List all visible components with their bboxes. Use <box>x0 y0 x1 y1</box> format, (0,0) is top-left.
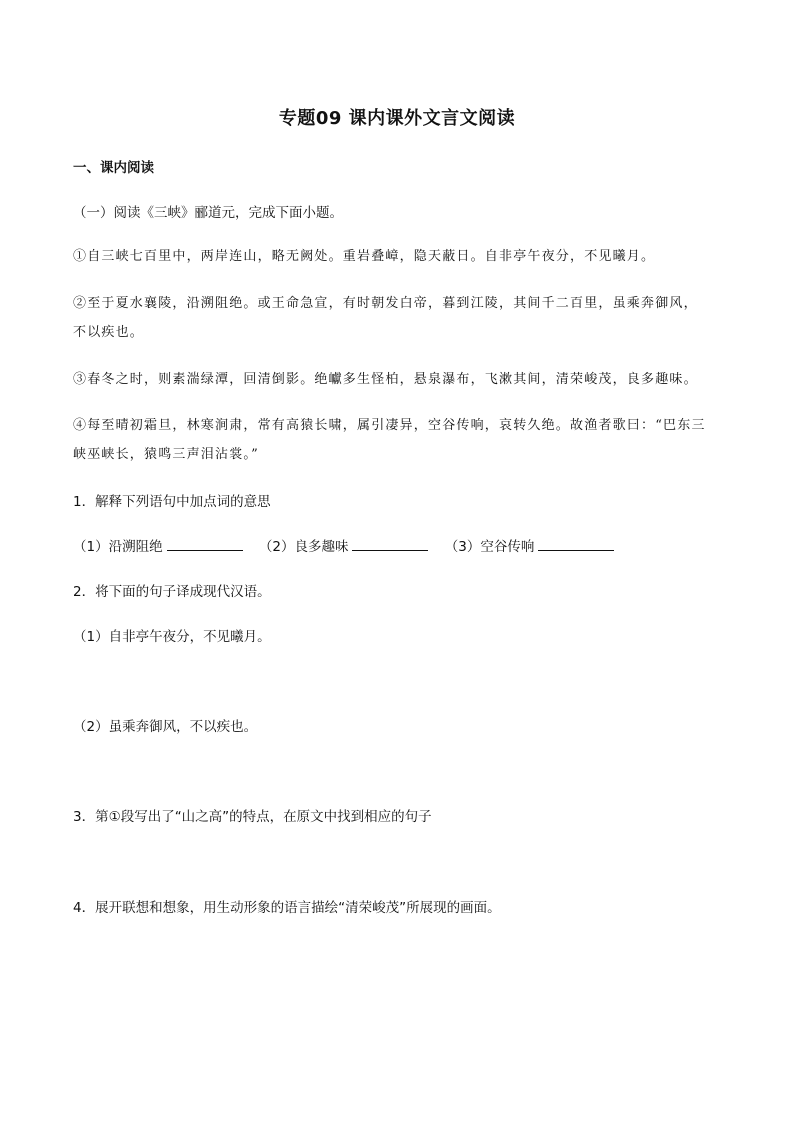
answer-blank-3[interactable] <box>538 536 614 551</box>
question-1-items <box>73 536 733 558</box>
passage-paragraph-2-line-1: ②至于夏水襄陵，沿溯阻绝。或王命急宣，有时朝发白帝，暮到江陵，其间千二百里，虽乘奔御风， <box>73 296 698 311</box>
reading-intro: （一）阅读《三峡》郦道元，完成下面小题。 <box>73 205 343 221</box>
question-3-prompt: 3．第①段写出了“山之高”的特点，在原文中找到相应的句子 <box>73 809 432 825</box>
question-2-item-1: （1）自非亭午夜分，不见曦月。 <box>73 629 271 645</box>
question-1-item-3: （3）空谷传响 <box>444 539 535 555</box>
passage-paragraph-3: ③春冬之时，则素湍绿潭，回清倒影。绝巘多生怪柏，悬泉瀑布，飞漱其间，清荣峻茂，良多趣味。 <box>73 372 698 387</box>
question-1-item-2: （2）良多趣味 <box>258 539 349 555</box>
question-2-item-2: （2）虽乘奔御风，不以疾也。 <box>73 719 258 735</box>
answer-blank-2[interactable] <box>352 536 428 551</box>
question-1-item-1: （1）沿溯阻绝 <box>73 539 163 555</box>
passage-paragraph-1: ①自三峡七百里中，两岸连山，略无阙处。重岩叠嶂，隐天蔽日。自非亭午夜分，不见曦月。 <box>73 249 656 264</box>
passage-paragraph-4-line-1: ④每至晴初霜旦，林寒涧肃，常有高猿长啸，属引凄异，空谷传响，哀转久绝。故渔者歌曰：“巴东三 <box>73 418 706 433</box>
page-title: 专题09 课内课外文言文阅读 <box>278 108 516 129</box>
question-2-prompt: 2．将下面的句子译成现代汉语。 <box>73 584 271 600</box>
passage-paragraph-4-line-2: 峡巫峡长，猿鸣三声泪沾裳。” <box>73 447 259 462</box>
question-1-prompt: 1．解释下列语句中加点词的意思 <box>73 494 271 510</box>
question-4-prompt: 4．展开联想和想象，用生动形象的语言描绘“清荣峻茂”所展现的画面。 <box>73 900 501 916</box>
section-heading: 一、课内阅读 <box>73 160 154 176</box>
answer-blank-1[interactable] <box>167 536 243 551</box>
passage-paragraph-2-line-2: 不以疾也。 <box>73 325 145 340</box>
